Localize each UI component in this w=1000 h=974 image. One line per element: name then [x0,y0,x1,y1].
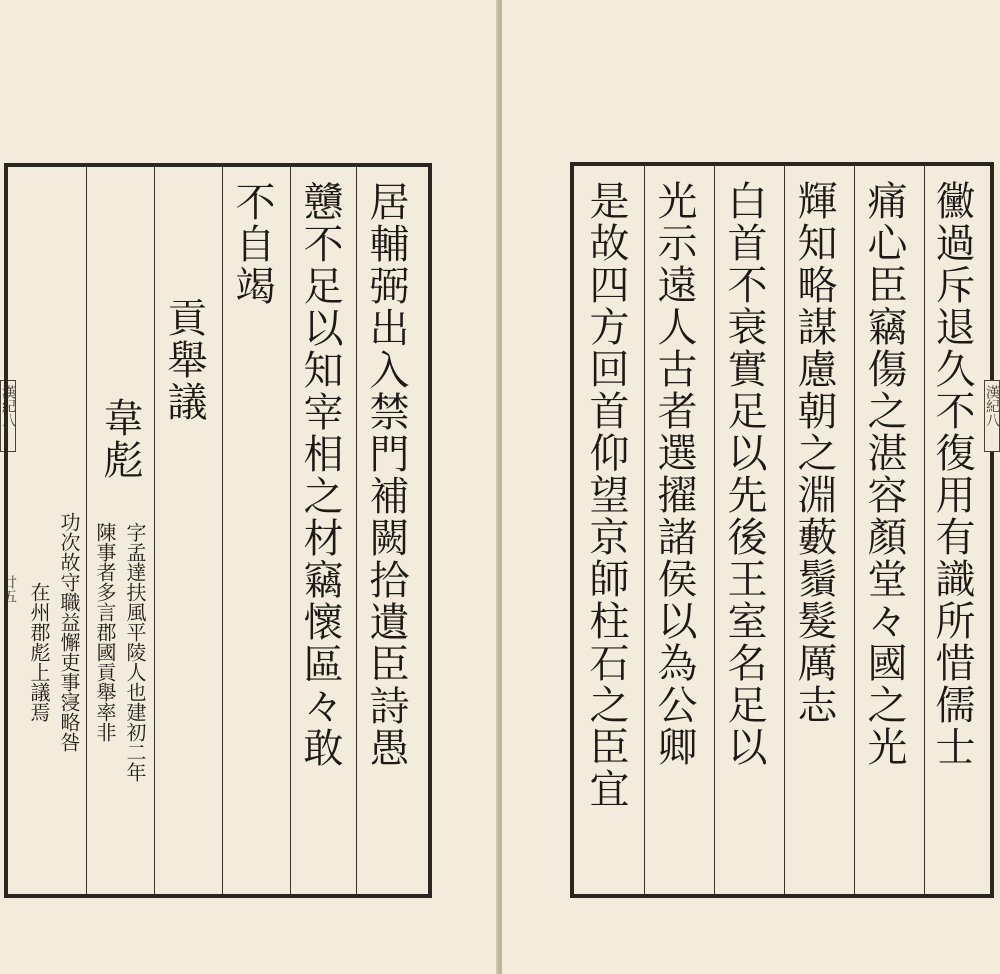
right-spine-tab [984,380,1000,452]
right-spine-label: 漢紀八 [984,385,1000,427]
right-column-3: 輝知略謀慮朝之淵藪鬚髮厲志 [791,180,837,726]
note-column-1: 字孟達扶風平陵人也建初二年 [123,522,147,782]
right-column-4: 白首不衰實足以先後王室名足以 [721,180,767,768]
right-page [502,0,1000,974]
note-column-4: 在州郡彪上議焉 [27,582,51,722]
right-column-1: 黴過斥退久不復用有識所惜儒士 [929,180,975,768]
left-page [0,0,498,974]
note-column-3: 功次故守職益懈吏事寖略咎 [57,512,81,752]
left-text-frame [1,163,432,898]
right-column-2: 痛心臣竊傷之湛容顏堂々國之光 [861,180,907,768]
main-column-1: 居輔弼出入禁門補闕拾遺臣詩愚 [363,181,409,769]
author-name: 韋彪 [97,397,143,481]
main-column-3: 不自竭 [229,181,275,307]
right-column-6: 是故四方回首仰望京師柱石之臣宜 [583,180,629,810]
left-page-marker: 廿五 [1,575,17,603]
main-column-2: 戇不足以知宰相之材竊懷區々敢 [297,181,343,769]
right-column-5: 光示遠人古者選擢諸侯以為公卿 [651,180,697,768]
section-heading: 貢舉議 [161,297,207,423]
left-spine-label: 漢紀八 [0,385,16,427]
right-text-frame [570,162,994,898]
note-column-2: 陳事者多言郡國貢舉率非 [93,522,117,742]
